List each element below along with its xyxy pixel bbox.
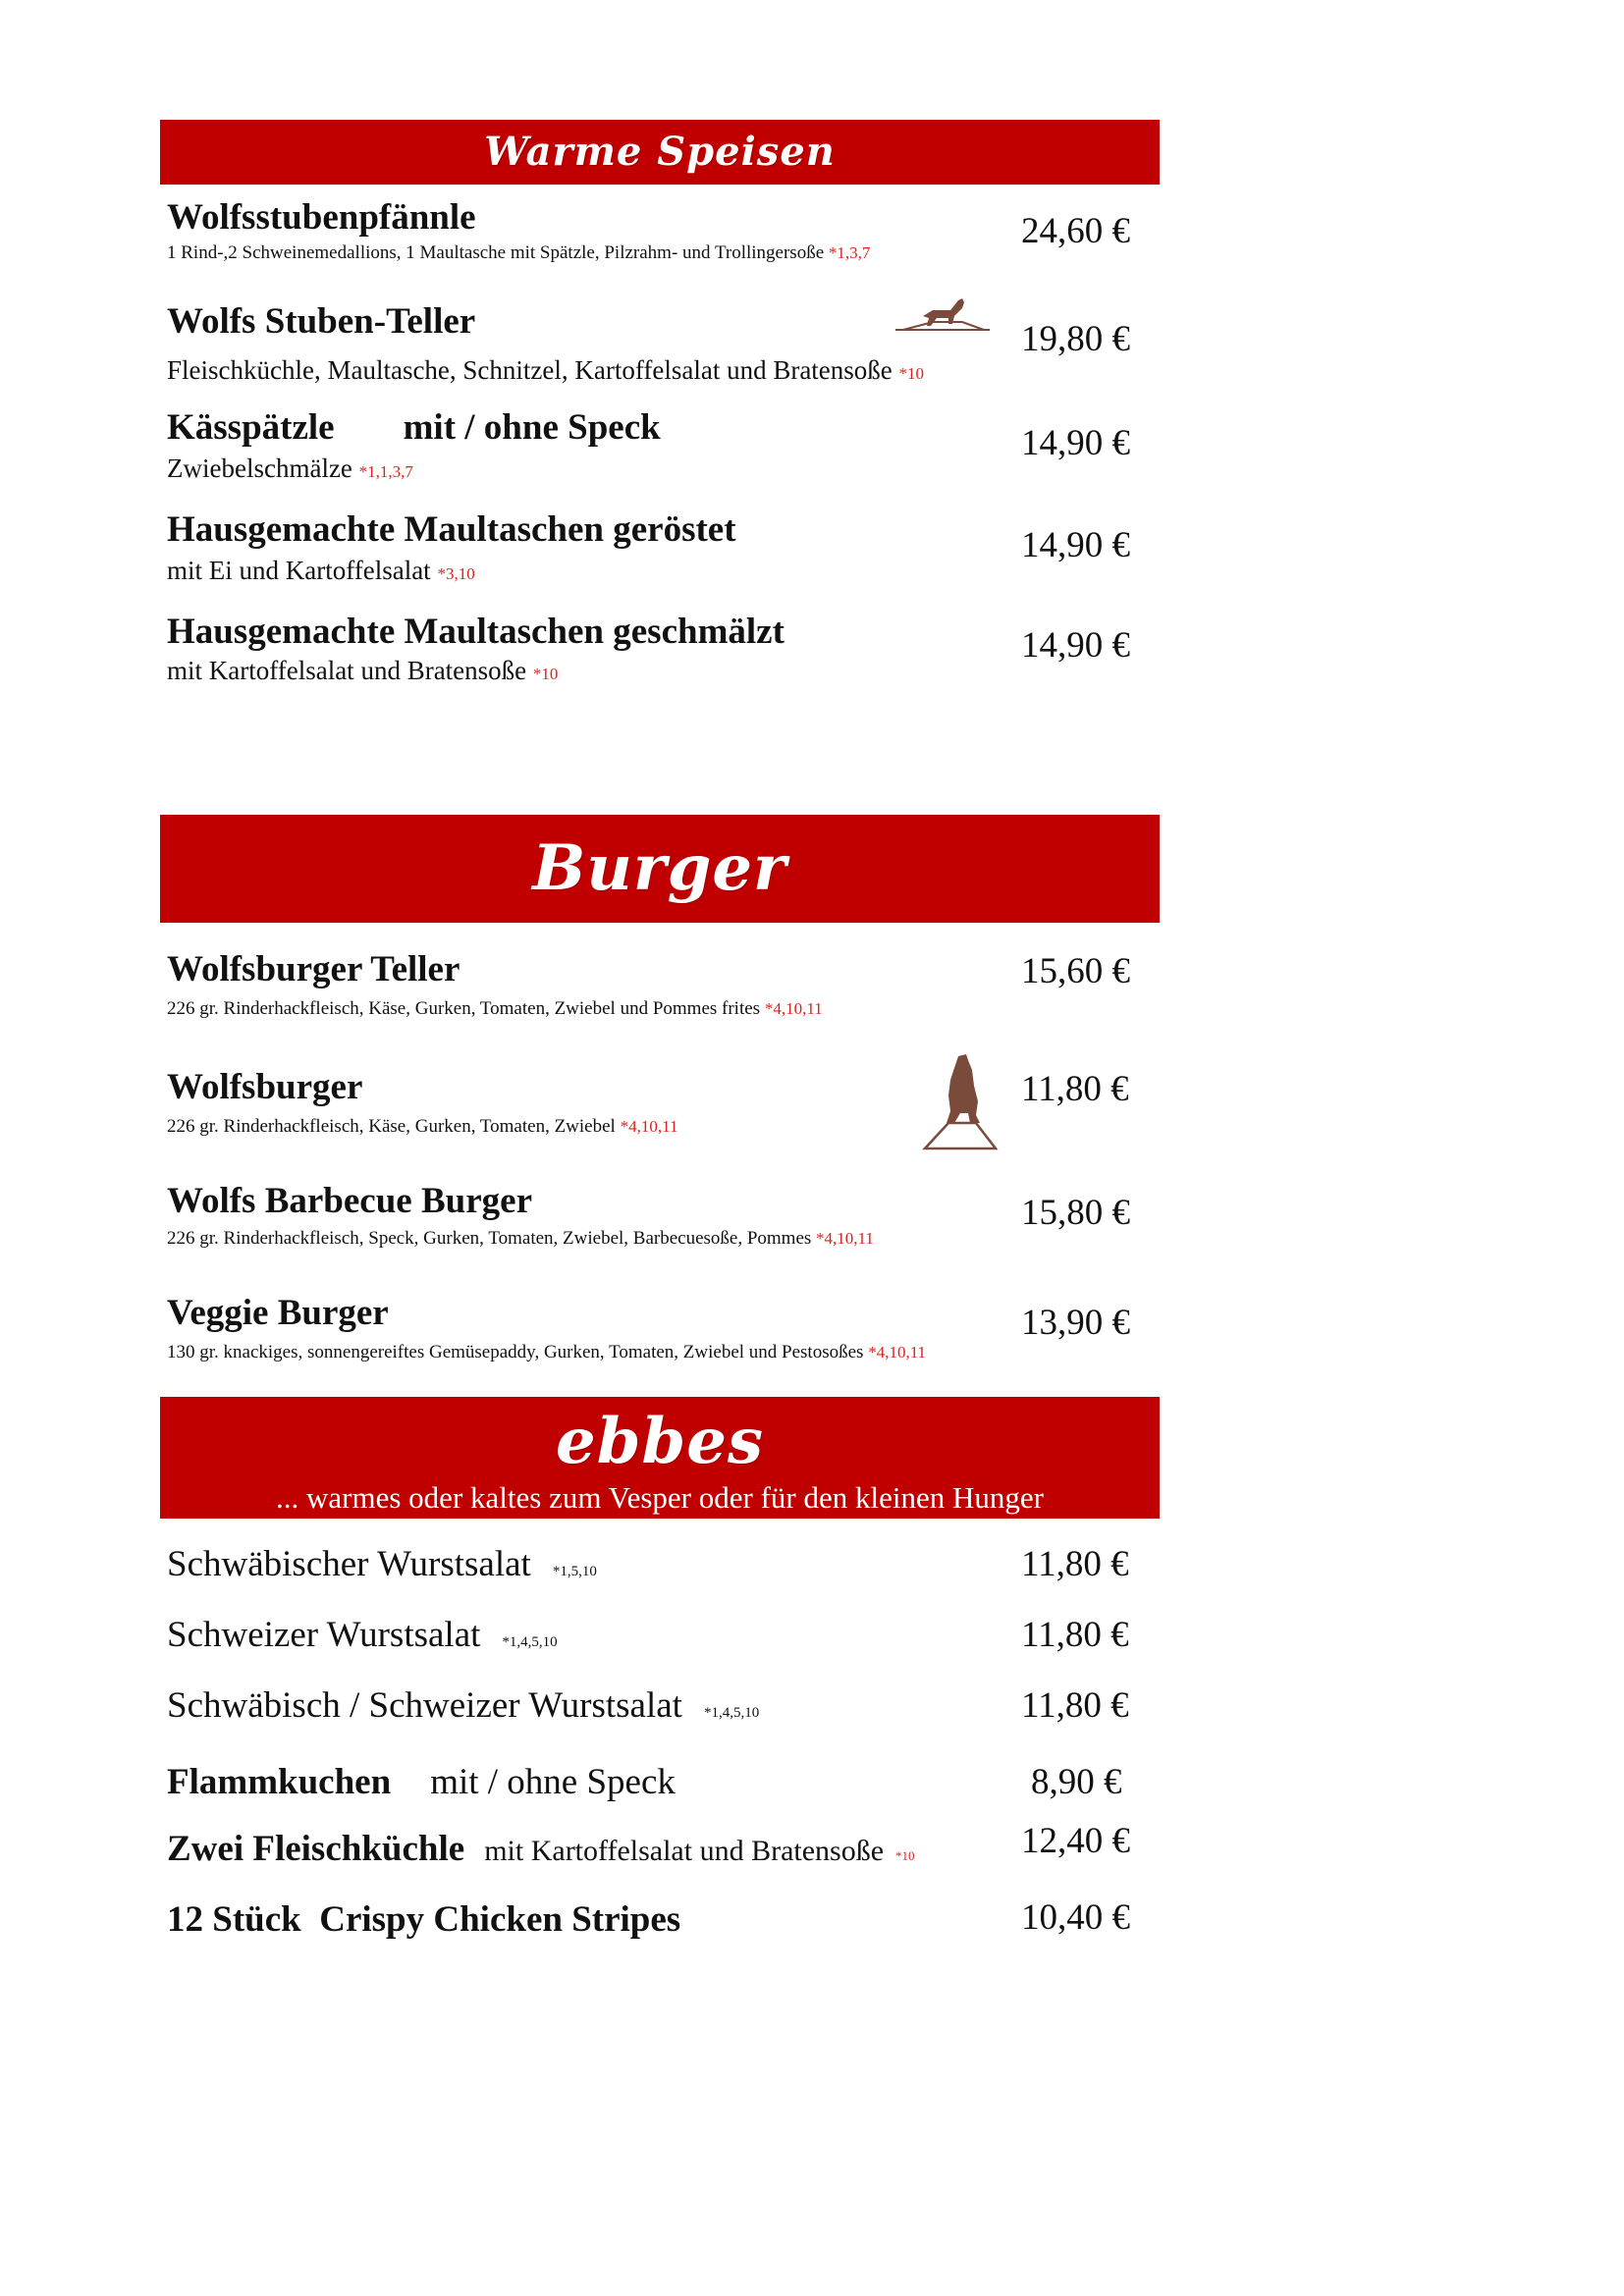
dish-name: Flammkuchen [167, 1762, 392, 1802]
menu-item [167, 1066, 1159, 1141]
section-banner-warme-speisen [160, 120, 1160, 185]
menu-item [167, 1180, 1159, 1253]
dish-variant: mit / ohne Speck [430, 1762, 676, 1802]
dish-variant: mit Kartoffelsalat und Bratensoße [484, 1835, 885, 1867]
dish-price: 12,40 € [1021, 1821, 1130, 1861]
dish-name: Wolfs Barbecue Burger [167, 1181, 533, 1221]
dish-description: 226 gr. Rinderhackfleisch, Käse, Gurken, Tomaten, Zwiebel und Pommes frites *4,10,11 [167, 998, 823, 1019]
dish-price: 10,40 € [1021, 1897, 1130, 1938]
dish-name: 12 Stück Crispy Chicken Stripes [167, 1899, 681, 1940]
menu-item [167, 1761, 1159, 1804]
allergen-codes: *1,4,5,10 [703, 1705, 760, 1721]
dish-description: 226 gr. Rinderhackfleisch, Speck, Gurken, Tomaten, Zwiebel, Barbecuesoße, Pommes *4,10,11 [167, 1228, 874, 1249]
menu-item [167, 1828, 1159, 1871]
allergen-codes: *10 [532, 665, 559, 683]
allergen-codes: *4,10,11 [868, 1343, 927, 1362]
allergen-codes: *4,10,11 [764, 999, 823, 1018]
menu-item [167, 1614, 1159, 1656]
dish-description: Fleischküchle, Maultasche, Schnitzel, Kartoffelsalat und Bratensoße *10 [167, 355, 925, 385]
allergen-codes: *1,3,7 [828, 243, 871, 262]
menu-item [167, 948, 1159, 1023]
dish-description: 1 Rind-,2 Schweinemedallions, 1 Maultasche mit Spätzle, Pilzrahm- und Trollingersoße *1,3,7 [167, 242, 871, 263]
dish-name: Hausgemachte Maultaschen geschmälzt [167, 612, 785, 652]
menu-item [167, 406, 1159, 489]
menu-item [167, 1898, 1159, 1942]
allergen-codes: *1,5,10 [552, 1564, 597, 1579]
dish-name: Schwäbisch / Schweizer Wurstsalat [167, 1685, 682, 1726]
dish-price: 11,80 € [1021, 1544, 1129, 1584]
dish-description: mit Kartoffelsalat und Bratensoße *10 [167, 656, 559, 685]
menu-item [167, 508, 1159, 591]
dish-name: Zwei Fleischküchle [167, 1829, 465, 1869]
dish-price: 19,80 € [1021, 319, 1130, 359]
section-title: Burger [532, 831, 787, 905]
dish-price: 15,60 € [1021, 951, 1130, 991]
section-title: Warme Speisen [484, 129, 836, 175]
allergen-codes: *10 [895, 1848, 915, 1863]
menu-item [167, 300, 1159, 391]
dish-name: Kässpätzle [167, 407, 335, 448]
dish-price: 11,80 € [1021, 1069, 1129, 1109]
menu-item [167, 611, 1159, 691]
section-banner-ebbes [160, 1397, 1160, 1519]
dish-price: 24,60 € [1021, 211, 1130, 251]
dish-price: 14,90 € [1021, 625, 1130, 666]
dish-name: Veggie Burger [167, 1293, 389, 1333]
dish-name: Wolfsburger Teller [167, 949, 460, 989]
dish-name: Schwäbischer Wurstsalat [167, 1544, 531, 1584]
dish-name: Hausgemachte Maultaschen geröstet [167, 509, 736, 550]
menu-item [167, 196, 1159, 267]
menu-item [167, 1543, 1159, 1585]
dish-price: 15,80 € [1021, 1193, 1130, 1233]
dish-name: Wolfsstubenpfännle [167, 197, 476, 238]
section-title: ebbes [556, 1405, 764, 1478]
dish-name: Wolfs Stuben-Teller [167, 301, 476, 342]
dish-price: 8,90 € [1031, 1762, 1122, 1802]
dish-price: 11,80 € [1021, 1615, 1129, 1655]
allergen-codes: *4,10,11 [816, 1229, 874, 1248]
dish-description: 226 gr. Rinderhackfleisch, Käse, Gurken, Tomaten, Zwiebel *4,10,11 [167, 1116, 678, 1137]
dish-variant: mit / ohne Speck [403, 407, 661, 448]
dish-description: 130 gr. knackiges, sonnengereiftes Gemüsepaddy, Gurken, Tomaten, Zwiebel und Pestosoßes *4,10,11 [167, 1342, 927, 1362]
menu-item [167, 1684, 1159, 1727]
allergen-codes: *4,10,11 [620, 1117, 678, 1136]
wolf-on-rock-icon [893, 287, 992, 334]
allergen-codes: *3,10 [437, 564, 475, 583]
dish-description: Zwiebelschmälze *1,1,3,7 [167, 454, 413, 483]
dish-price: 11,80 € [1021, 1685, 1129, 1726]
dish-name: Schweizer Wurstsalat [167, 1615, 481, 1655]
menu-item [167, 1292, 1159, 1366]
dish-price: 13,90 € [1021, 1303, 1130, 1343]
allergen-codes: *10 [898, 364, 925, 383]
section-banner-burger [160, 815, 1160, 923]
dish-price: 14,90 € [1021, 525, 1130, 565]
howling-wolf-icon [921, 1052, 1000, 1152]
section-subtitle: ... warmes oder kaltes zum Vesper oder für den kleinen Hunger [276, 1480, 1044, 1515]
dish-name: Wolfsburger [167, 1067, 363, 1107]
dish-price: 14,90 € [1021, 423, 1130, 463]
dish-description: mit Ei und Kartoffelsalat *3,10 [167, 556, 475, 585]
allergen-codes: *1,1,3,7 [358, 462, 413, 481]
allergen-codes: *1,4,5,10 [502, 1634, 558, 1650]
